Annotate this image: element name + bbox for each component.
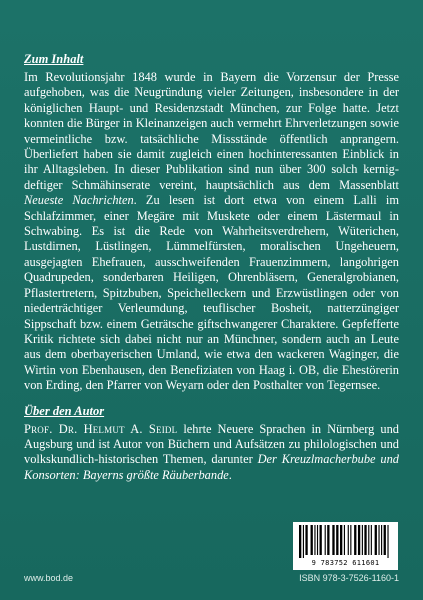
autor-text-1: lehrte Neuere Sprachen in Nürnberg und Augsburg und ist Autor von Büchern und Aufsätzen zu philologischen und volkskundlich-historischen Themen, darunter — [24, 421, 399, 467]
barcode-bar — [303, 525, 304, 558]
barcode-bar — [350, 525, 351, 555]
barcode-bar — [371, 525, 372, 555]
barcode-bar — [311, 525, 313, 555]
inhalt-text-2: . Zu lesen ist dort etwa von einem Lalli im Schlafzimmer, einer Megäre mit Muskete oder einem Lästermaul in Schwabing. Es ist die Rede von Wahrheitsverdrehern, Wüterichen, Lustdirnen, Lüstlingen, Lümmelfürsten, moralischen Ungeheuern, ausgejagten Ehefrauen, ausschweifenden Frauenzimmern, langohrigen Quadrupeden, sonderbaren Heiligen, Ohrenbläsern, Generalgrobianen, Pflastertretern, Spitzbuben, Speichelleckern und Erzwüstlingen oder von niederträchtiger Verleumdung, teuflischer Bosheit, natterzüngiger Sippschaft bzw. einem Geträtsche giftschwangerer Charaktere. Gepfefferte Kritik richtete sich dabei nicht nur an Münchner, sondern auch an Leute aus dem oberbayerischen Umland, wie etwa den wackeren Waginger, die Wirtin von Ebenhausen, den Benefiziaten von Haag i. OB, die Ehestörerin von Erding, den Pfarrer von Weyarn oder den Posthalter von Tegernsee. — [24, 193, 399, 393]
barcode-bar — [336, 525, 338, 555]
barcode-bar — [358, 525, 360, 555]
heading-ueber-den-autor: Über den Autor — [24, 403, 105, 418]
paragraph-autor — [24, 422, 399, 484]
barcode-bar — [317, 525, 318, 555]
barcode-bar — [348, 525, 349, 555]
barcode-bar — [320, 525, 322, 555]
barcode-bar — [325, 525, 326, 555]
barcode-bar — [332, 525, 334, 555]
barcode-bars — [297, 525, 394, 558]
author-name: Prof. Dr. Helmut A. Seidl — [24, 421, 178, 436]
barcode-bar — [387, 525, 388, 558]
barcode-bar — [299, 525, 301, 558]
barcode-digits: 9 783752 611601 — [311, 559, 380, 567]
barcode-bar — [384, 525, 386, 555]
paragraph-inhalt — [24, 70, 399, 394]
barcode-bar — [381, 525, 382, 555]
book-title: Der Kreuzlmacherbube und Konsorten: Bayerns größte Räuberbande — [24, 452, 399, 482]
barcode-bar — [314, 525, 315, 555]
barcode-bar — [364, 525, 366, 555]
barcode-bar — [340, 525, 342, 555]
barcode-bar — [378, 525, 379, 555]
inhalt-text-1: Im Revolutionsjahr 1848 wurde in Bayern die Vorzensur der Presse aufgehoben, was die Neugründung vieler Zeitungen, insbesondere in der königlichen Haupt- und Residenzstadt München, zur Folge hatte. Jetzt konnten die Bürger in Kleinanzeigen auch vermehrt Ehrverletzungen sowie vermeintliche bzw. tatsächliche Missstände öffentlich anprangern. Überliefert haben sie damit zugleich einen hochinteressanten Einblick in ihr Alltagsleben. In dieser Publikation sind nun über 300 solch kernig-deftiger Schmähinserate vereint, hauptsächlich aus dem Massenblatt — [24, 70, 399, 192]
barcode-bar — [362, 525, 363, 555]
barcode-bar — [344, 525, 345, 555]
publisher-url: www.bod.de — [24, 573, 74, 583]
heading-zum-inhalt: Zum Inhalt — [24, 52, 84, 66]
autor-text-2: . — [228, 467, 232, 482]
barcode-bar — [375, 525, 377, 555]
barcode-bar — [354, 525, 356, 555]
barcode-bar — [327, 525, 329, 555]
newspaper-title: Neueste Nachrichten — [24, 193, 134, 208]
barcode-bar — [305, 525, 307, 555]
barcode — [293, 522, 398, 570]
isbn-label: ISBN 978-3-7526-1160-1 — [299, 573, 399, 583]
barcode-bar — [368, 525, 369, 555]
back-cover-text — [24, 52, 399, 483]
